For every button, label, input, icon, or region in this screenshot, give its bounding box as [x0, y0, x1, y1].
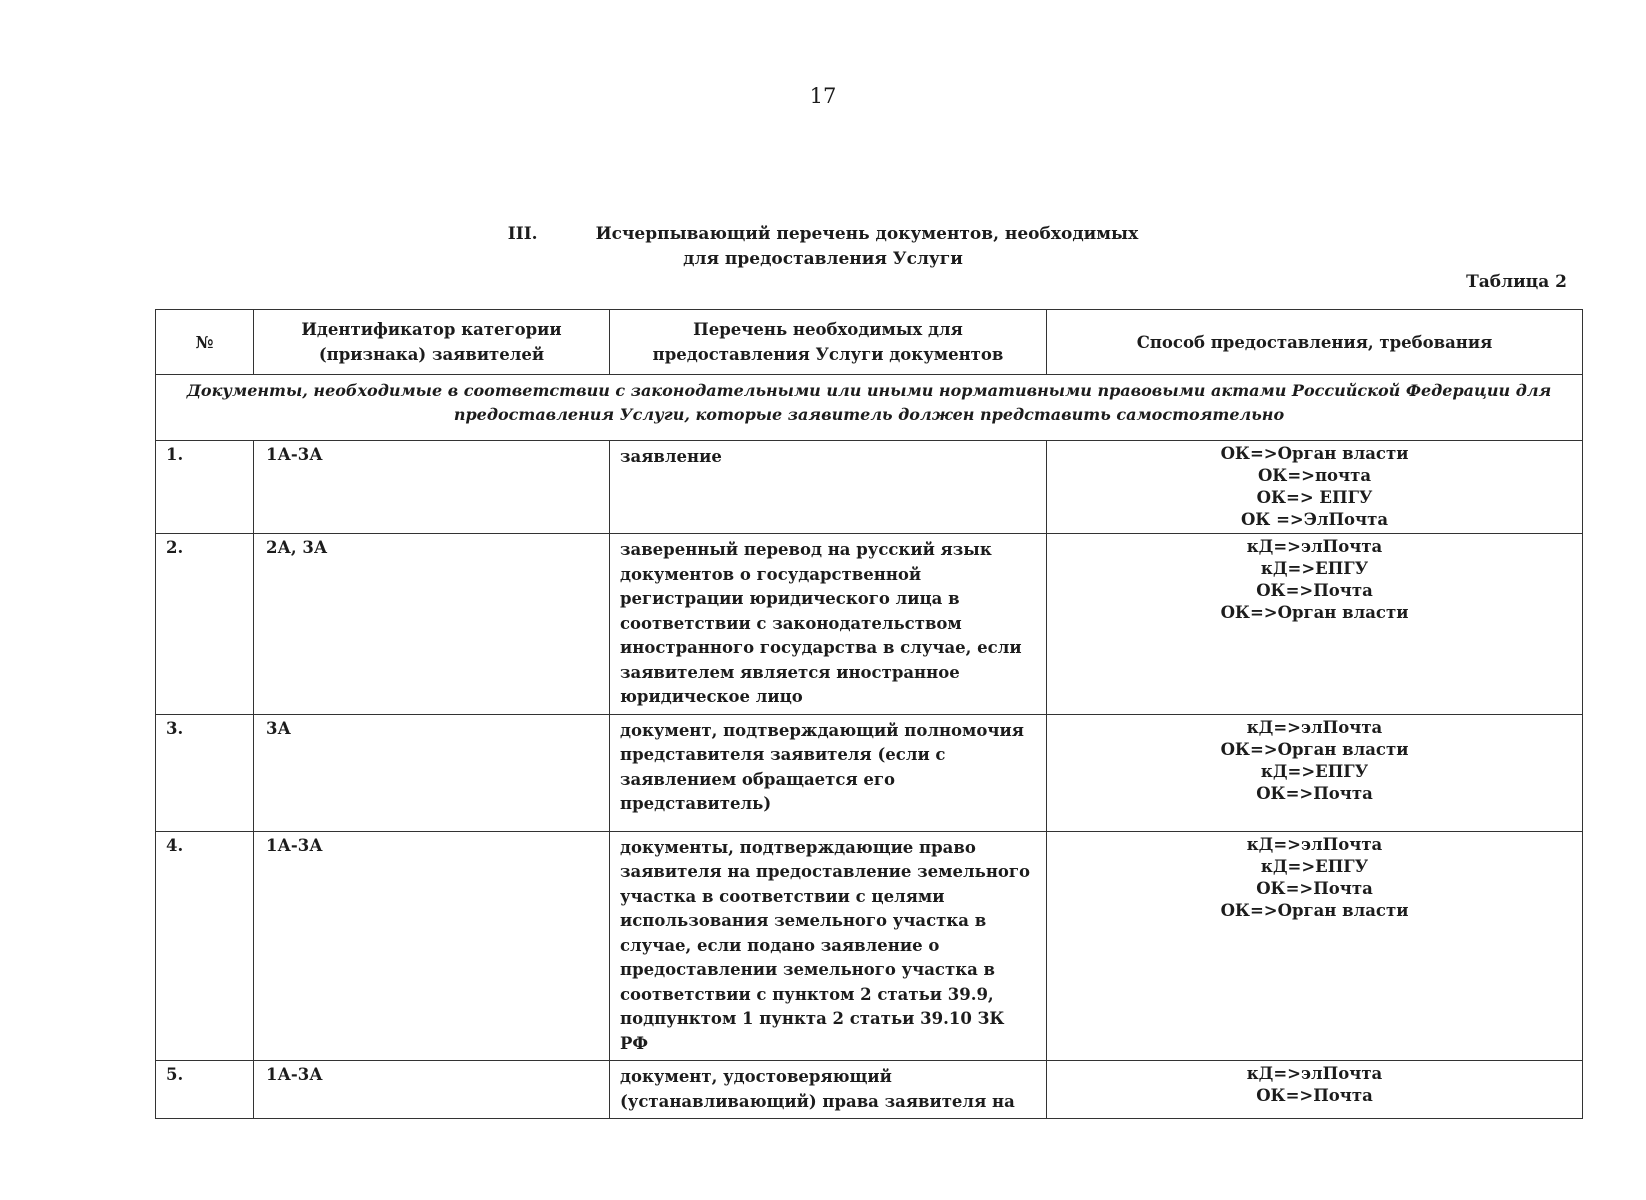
table-row — [156, 534, 1583, 715]
method-item: ОК =>ЭлПочта — [1240, 510, 1389, 529]
table-caption: Таблица 2 — [1466, 272, 1567, 292]
row-methods — [1047, 534, 1583, 715]
section-title-line2: для предоставления Услуги — [683, 249, 963, 269]
row-document: документ, подтверждающий полномочия представителя заявителя (если с заявлением обращается его представитель) — [610, 714, 1047, 831]
method-item: кД=>элПочта — [1246, 717, 1383, 737]
method-item: ОК=>почта — [1257, 466, 1372, 485]
group-heading: Документы, необходимые в соответствии с законодательными или иными нормативными правовыми актами Российской Федерации для предоставления Услуги, которые заявитель должен представить самостоятельно — [156, 375, 1583, 441]
table-row — [156, 831, 1583, 1061]
row-category: 1А-3А — [254, 441, 610, 534]
method-item: кД=>ЕПГУ — [1260, 856, 1369, 876]
method-item: ОК=>Почта — [1256, 783, 1373, 803]
section-heading — [0, 222, 1646, 272]
row-document: заявление — [610, 441, 1047, 534]
row-document: документы, подтверждающие право заявителя на предоставление земельного участка в соответствии с целями использования земельного участка в случае, если подано заявление о предоставлении земельного участка в соответствии с пунктом 2 статьи 39.9, подпунктом 1 пункта 2 статьи 39.10 ЗК РФ — [610, 831, 1047, 1061]
method-item: ОК=>Орган власти — [1220, 900, 1409, 920]
row-number: 5. — [156, 1061, 254, 1119]
table-row — [156, 1061, 1583, 1119]
row-methods — [1047, 831, 1583, 1061]
method-item: кД=>элПочта — [1246, 1064, 1383, 1083]
method-item: ОК=>Орган власти — [1220, 603, 1409, 622]
documents-table — [155, 309, 1583, 1119]
method-item: ОК=>Орган власти — [1220, 444, 1409, 463]
method-item: кД=>элПочта — [1246, 537, 1383, 556]
header-method: Способ предоставления, требования — [1047, 310, 1583, 375]
group-heading-row — [156, 375, 1583, 441]
row-category: 2А, 3А — [254, 534, 610, 715]
method-item: ОК=>Почта — [1256, 581, 1373, 600]
section-number: III. — [507, 224, 538, 244]
page-number: 17 — [809, 84, 837, 108]
row-number: 2. — [156, 534, 254, 715]
row-category: 1А-3А — [254, 831, 610, 1061]
row-methods — [1047, 441, 1583, 534]
row-methods — [1047, 714, 1583, 831]
header-category: Идентификатор категории (признака) заявителей — [254, 310, 610, 375]
table-row — [156, 441, 1583, 534]
header-number: № — [156, 310, 254, 375]
table-header-row — [156, 310, 1583, 375]
row-number: 4. — [156, 831, 254, 1061]
row-methods — [1047, 1061, 1583, 1119]
method-item: кД=>элПочта — [1246, 834, 1383, 854]
method-item: кД=>ЕПГУ — [1260, 559, 1369, 578]
method-item: ОК=>Почта — [1256, 1086, 1373, 1105]
row-category: 3А — [254, 714, 610, 831]
method-item: ОК=>Почта — [1256, 878, 1373, 898]
method-item: кД=>ЕПГУ — [1260, 761, 1369, 781]
section-title-line1: Исчерпывающий перечень документов, необходимых — [595, 224, 1139, 244]
header-documents: Перечень необходимых для предоставления Услуги документов — [610, 310, 1047, 375]
table-row — [156, 714, 1583, 831]
method-item: ОК=> ЕПГУ — [1256, 488, 1373, 507]
section-heading-line1 — [0, 222, 1646, 247]
row-category: 1А-3А — [254, 1061, 610, 1119]
row-document: документ, удостоверяющий (устанавливающий) права заявителя на — [610, 1061, 1047, 1119]
row-number: 3. — [156, 714, 254, 831]
method-item: ОК=>Орган власти — [1220, 739, 1409, 759]
row-number: 1. — [156, 441, 254, 534]
row-document: заверенный перевод на русский язык документов о государственной регистрации юридического лица в соответствии с законодательством иностранного государства в случае, если заявителем является иностранное юридическое лицо — [610, 534, 1047, 715]
